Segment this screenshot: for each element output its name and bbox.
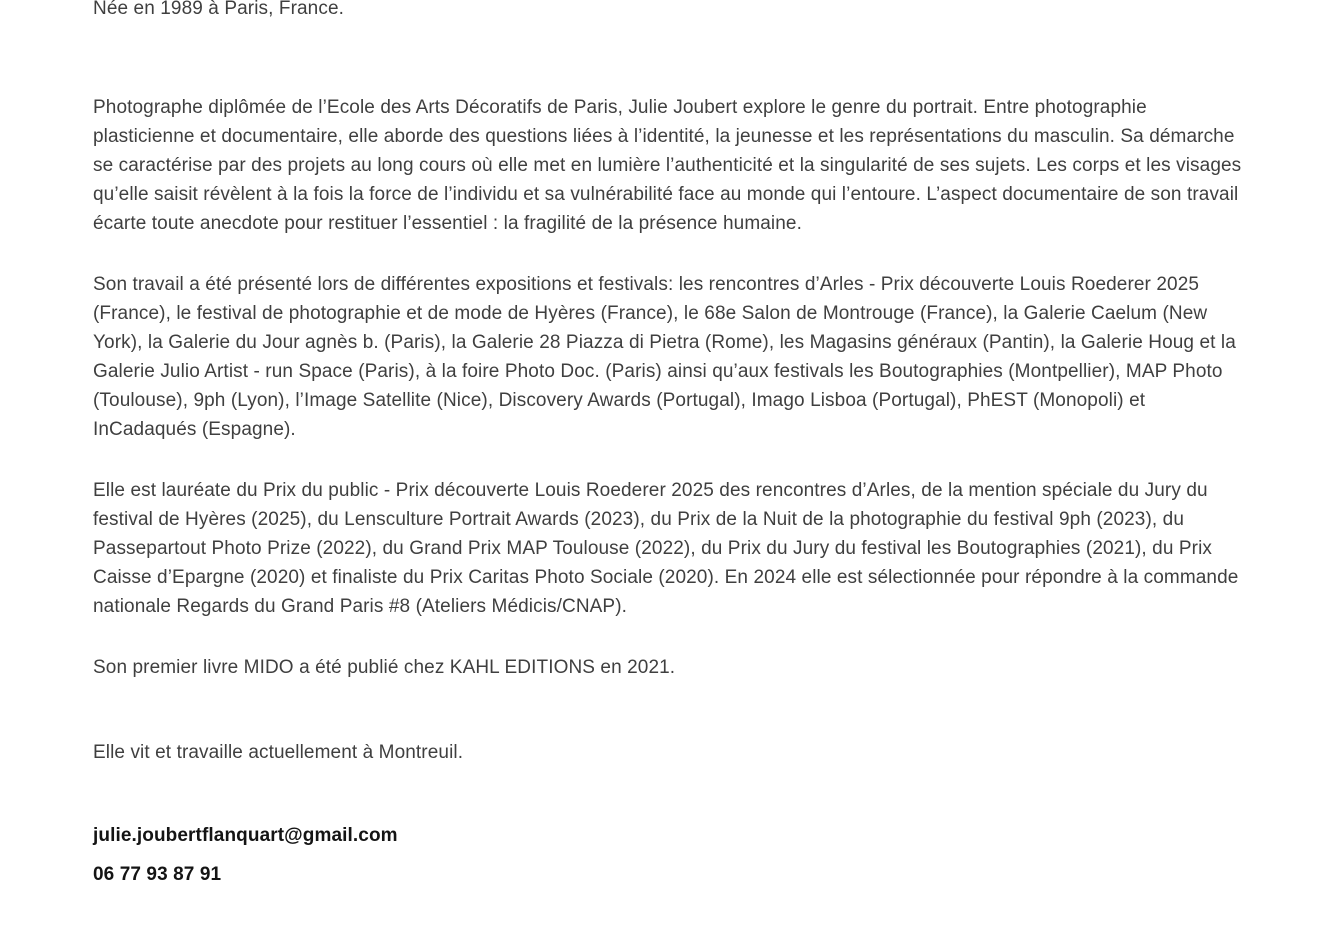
bio-paragraph-residence: Elle vit et travaille actuellement à Montreuil. — [93, 742, 464, 763]
bio-paragraph-exhibitions: Son travail a été présenté lors de différentes expositions et festivals: les rencontres d’Arles - Prix découverte Louis Roederer 2025 (France), le festival de photographie et de mode de Hyères (France), le 68e Salon de Montrouge (France), la Galerie Caelum (New York), la Galerie du Jour agnès b. (Paris), la Galerie 28 Piazza di Pietra (Rome), les Magasins généraux (Pantin), la Galerie Houg et la Galerie Julio Artist - run Space (Paris), à la foire Photo Doc. (Paris) ainsi qu’aux festivals les Boutographies (Montpellier), MAP Photo (Toulouse), 9ph (Lyon), l’Image Satellite (Nice), Discovery Awards (Portugal), Imago Lisboa (Portugal), PhEST (Monopoli) et InCadaqués (Espagne). — [93, 274, 1236, 440]
email-link[interactable]: julie.joubertflanquart@gmail.com — [93, 825, 398, 846]
bio-paragraph-book: Son premier livre MIDO a été publié chez KAHL EDITIONS en 2021. — [93, 657, 676, 678]
birth-line: Née en 1989 à Paris, France. — [93, 0, 344, 19]
bio-paragraph-awards: Elle est lauréate du Prix du public - Prix découverte Louis Roederer 2025 des rencontres d’Arles, de la mention spéciale du Jury du festival de Hyères (2025), du Lensculture Portrait Awards (2023), du Prix de la Nuit de la photographie du festival 9ph (2023), du Passepartout Photo Prize (2022), du Grand Prix MAP Toulouse (2022), du Prix du Jury du festival les Boutographies (2021), du Prix Caisse d’Epargne (2020) et finaliste du Prix Caritas Photo Sociale (2020). En 2024 elle est sélectionnée pour répondre à la commande nationale Regards du Grand Paris #8 (Ateliers Médicis/CNAP). — [93, 480, 1239, 617]
bio-paragraph-practice: Photographe diplômée de l’Ecole des Arts Décoratifs de Paris, Julie Joubert explore le genre du portrait. Entre photographie plasticienne et documentaire, elle aborde des questions liées à l’identité, la jeunesse et les représentations du masculin. Sa démarche se caractérise par des projets au long cours où elle met en lumière l’authenticité et la singularité de ses sujets. Les corps et les visages qu’elle saisit révèlent à la fois la force de l’individu et sa vulnérabilité face au monde qui l’entoure. L’aspect documentaire de son travail écarte toute anecdote pour restituer l’essentiel : la fragilité de la présence humaine. — [93, 97, 1242, 234]
phone-number: 06 77 93 87 91 — [93, 864, 222, 885]
